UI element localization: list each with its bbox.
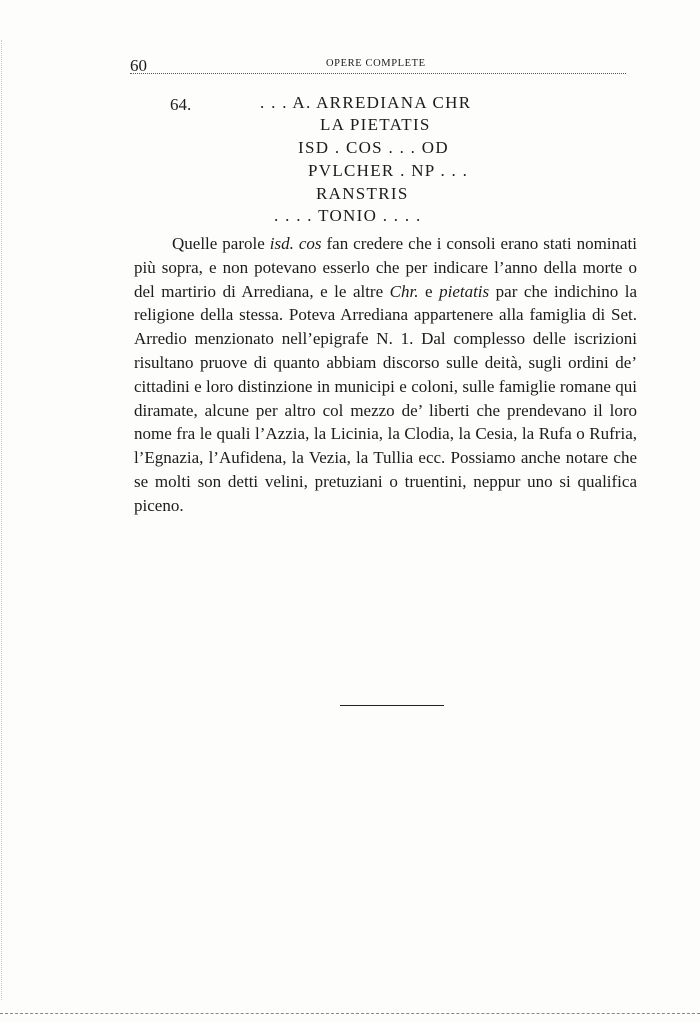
inscription-line: PVLCHER . NP . . . — [308, 161, 469, 180]
italic-word: pietatis — [439, 281, 490, 301]
paragraph-text: e — [418, 281, 440, 301]
paragraph-text: fan credere che i consoli erano stati nominati più sopra, e non potevano esserlo che per indicare l’anno della morte o del martirio di Arrediana, e le altre — [134, 234, 638, 301]
italic-abbreviation: Chr. — [389, 281, 419, 301]
running-head: OPERE COMPLETE — [326, 58, 426, 69]
inscription-line: ISD . COS . . . OD — [298, 138, 449, 157]
inscription-line: . . . . TONIO . . . . — [274, 206, 422, 225]
italic-abbreviation: isd. cos — [269, 234, 322, 253]
paragraph-text: Quelle parole — [172, 234, 270, 253]
header-rule — [130, 73, 626, 74]
commentary-paragraph — [134, 232, 637, 518]
paragraph-text: par che indichino la religione della stessa. Poteva Arrediana appartenere alla famiglia di Set. Arredio menzionato nell’epigrafe N. 1. Dal complesso delle iscrizioni risultano pruove di quanto abbiam discorso sulle deità, sugli ordini de’ cittadini e loro distinzione in municipi e coloni, sulle famiglie romane qui diramate, alcune per altro col mezzo de’ liberti che prendevano il loro nome fra le quali l’Azzia, la Licinia, la Clodia, la Cesia, la Rufa o Rufria, l’Egnazia, l’Aufidena, la Vezia, la Tullia ecc. Possiamo anche notare che se molti son detti velini, pretuziani o truentini, neppur uno si qualifica piceno. — [134, 281, 638, 515]
inscription-line: RANSTRIS — [316, 184, 409, 203]
inscription-line: . . . A. ARREDIANA CHR — [260, 93, 472, 112]
inscription-number: 64. — [170, 95, 192, 114]
inscription-line: LA PIETATIS — [320, 115, 431, 134]
section-end-rule — [340, 705, 444, 706]
scan-bottom-edge — [0, 1013, 700, 1014]
page-number: 60 — [130, 56, 147, 75]
scan-left-edge — [1, 40, 2, 1000]
